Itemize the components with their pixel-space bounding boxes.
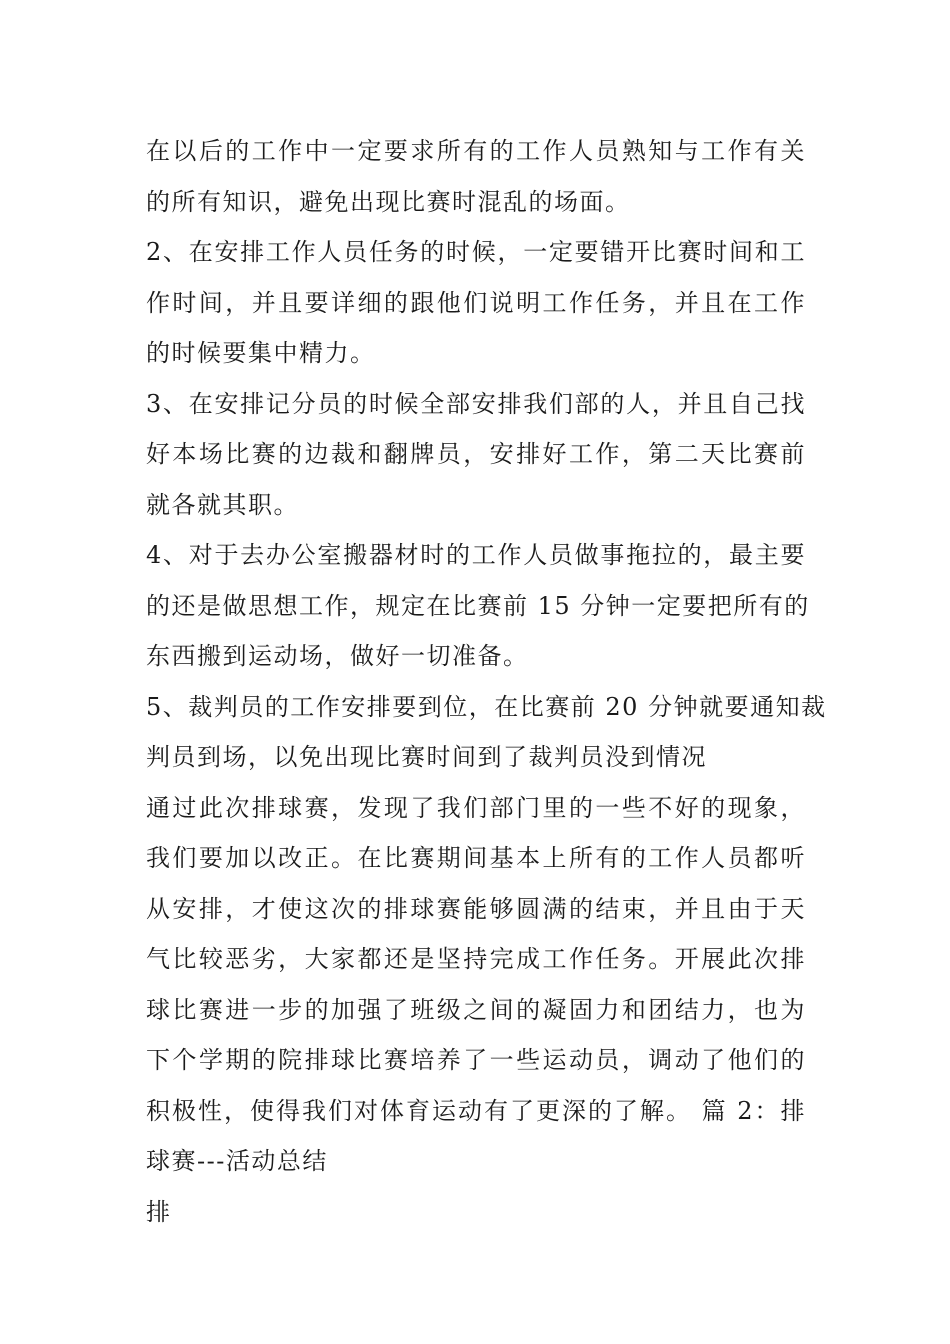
text-line: 的时候要集中精力。 [146,339,376,367]
text-line: 积极性，使得我们对体育运动有了更深的了解。 篇 2：排 [146,1096,806,1125]
text-line: 的还是做思想工作，规定在比赛前 15 分钟一定要把所有的 [146,591,810,620]
text-line: 5、裁判员的工作安排要到位，在比赛前 20 分钟就要通知裁 [146,692,827,721]
text-line: 就各就其职。 [146,490,299,519]
text-line: 排 [146,1197,172,1226]
document-body [146,126,827,1237]
text-line: 的所有知识，避免出现比赛时混乱的场面。 [146,187,631,216]
text-line: 气比较恶劣，大家都还是坚持完成工作任务。开展此次排 [146,945,806,973]
text-line: 4、对于去办公室搬器材时的工作人员做事拖拉的，最主要 [146,541,806,569]
text-line: 在以后的工作中一定要求所有的工作人员熟知与工作有关 [146,137,806,165]
text-line: 判员到场，以免出现比赛时间到了裁判员没到情况 [146,743,707,771]
text-line: 东西搬到运动场，做好一切准备。 [146,642,529,670]
text-line: 2、在安排工作人员任务的时候，一定要错开比赛时间和工 [146,238,806,266]
text-line: 球赛---活动总结 [146,1147,328,1175]
text-line: 从安排，才使这次的排球赛能够圆满的结束，并且由于天 [146,894,806,923]
text-line: 我们要加以改正。在比赛期间基本上所有的工作人员都听 [146,844,806,872]
text-line: 通过此次排球赛，发现了我们部门里的一些不好的现象， [146,793,806,822]
text-line: 好本场比赛的边裁和翻牌员，安排好工作，第二天比赛前 [146,440,806,468]
text-line: 球比赛进一步的加强了班级之间的凝固力和团结力，也为 [146,995,806,1024]
text-line: 作时间，并且要详细的跟他们说明工作任务，并且在工作 [146,288,806,317]
text-line: 下个学期的院排球比赛培养了一些运动员，调动了他们的 [146,1046,806,1074]
text-line: 3、在安排记分员的时候全部安排我们部的人，并且自己找 [146,389,806,418]
